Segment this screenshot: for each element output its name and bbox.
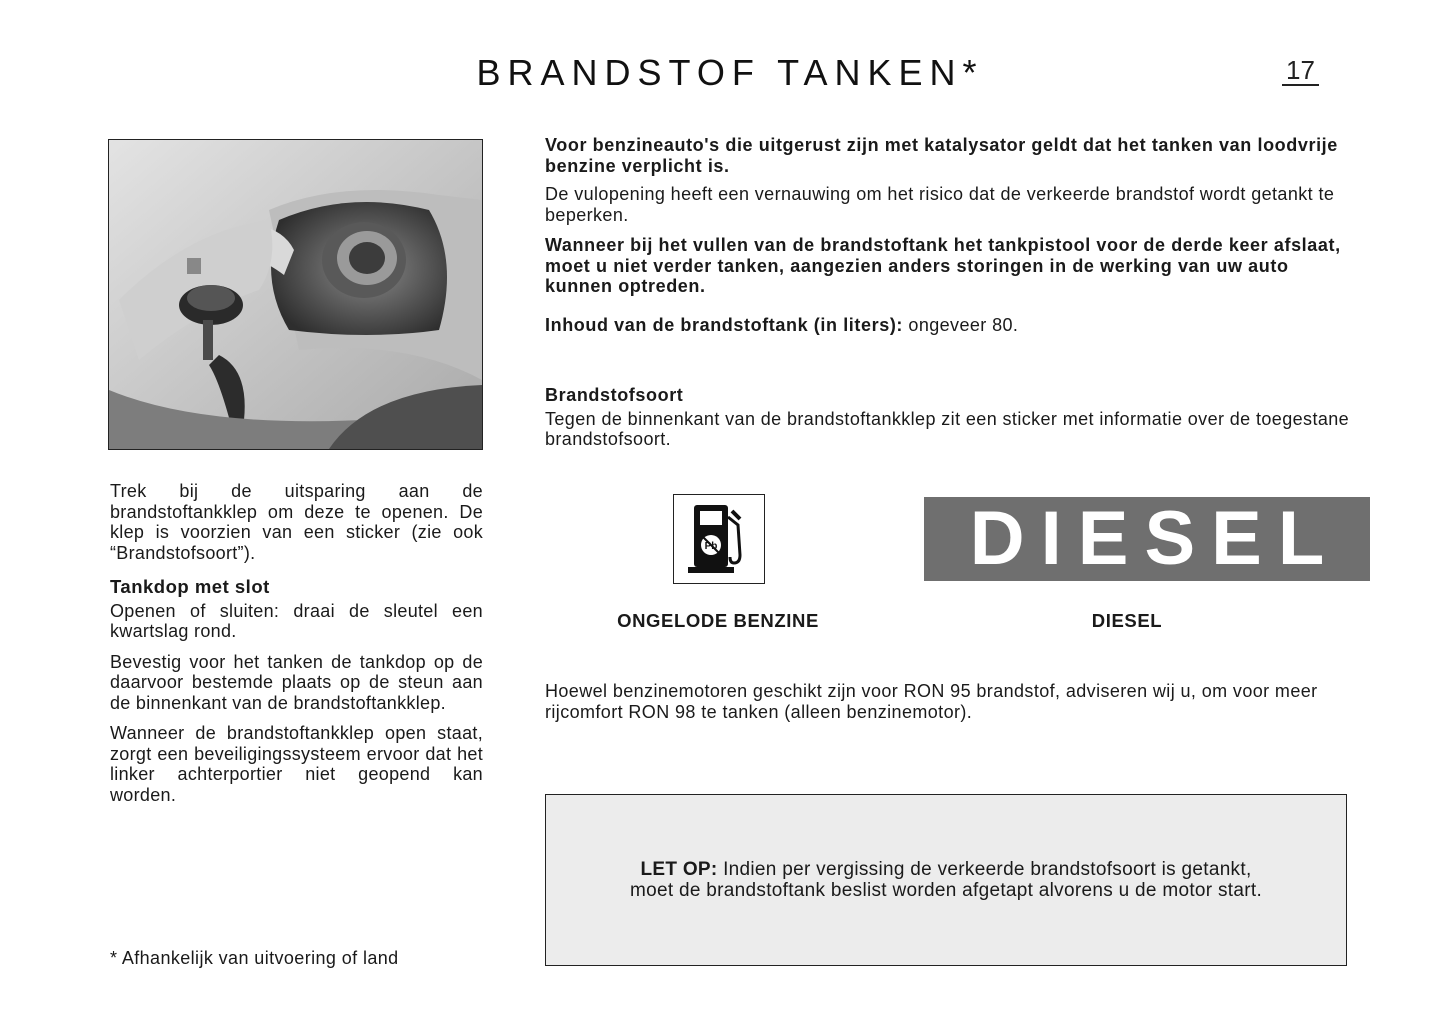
warning-label: LET OP:	[640, 859, 718, 880]
left-column	[110, 481, 483, 815]
footnote: * Afhankelijk van uitvoering of land	[110, 948, 399, 968]
right-column-top	[545, 135, 1350, 343]
svg-text:Pb: Pb	[704, 541, 718, 552]
fueltype-section	[545, 385, 1350, 458]
page-title: BRANDSTOF TANKEN*	[476, 52, 984, 93]
diesel-logo	[924, 497, 1370, 581]
fueltype-text: Tegen de binnenkant van de brandstoftankklep zit een sticker met informatie over de toegestane brandstofsoort.	[545, 408, 1350, 449]
tankdop-heading: Tankdop met slot	[110, 576, 270, 597]
warning-text	[626, 859, 1266, 901]
pistol-warning: Wanneer bij het vullen van de brandstoftank het tankpistool voor de derde keer afslaat, moet u niet verder tanken, aangezien anders storingen in de werking van uw auto kunnen optreden.	[545, 235, 1341, 296]
capacity-value: ongeveer 80.	[903, 314, 1019, 335]
fuel-pump-icon	[673, 494, 765, 584]
ron-advice: Hoewel benzinemotoren geschikt zijn voor RON 95 brandstof, adviseren wij u, om voor meer rijcomfort RON 98 te tanken (alleen benzinemotor).	[545, 681, 1318, 722]
fuel-cap-photo	[108, 139, 483, 450]
diesel-logo-text: DIESEL	[969, 496, 1341, 581]
caption-benzine: ONGELODE BENZINE	[617, 610, 819, 631]
warning-body: Indien per vergissing de verkeerde brandstofsoort is getankt, moet de brandstoftank beslist worden afgetapt alvorens u de motor start.	[629, 859, 1263, 901]
tankdop-paragraph-2: Bevestig voor het tanken de tankdop op de daarvoor bestemde plaats op de steun aan de binnenkant van de brandstoftankklep.	[110, 651, 483, 713]
warning-box	[545, 794, 1347, 966]
capacity-label: Inhoud van de brandstoftank (in liters):	[545, 314, 904, 335]
caption-diesel: DIESEL	[1091, 610, 1163, 631]
page-number: 17	[1282, 56, 1319, 86]
tankdop-paragraph-1: Openen of sluiten: draai de sleutel een kwartslag rond.	[110, 600, 483, 641]
intro-text: Trek bij de uitsparing aan de brandstoftankklep om deze te openen. De klep is voorzien van een sticker (zie ook “Brandstofsoort”).	[110, 481, 483, 563]
tankdop-paragraph-3: Wanneer de brandstoftankklep open staat, zorgt een beveiligingssysteem ervoor dat het linker achterportier niet geopend kan worden.	[110, 723, 483, 805]
capacity-line	[545, 315, 1350, 336]
catalyst-notice: Voor benzineauto's die uitgerust zijn met katalysator geldt dat het tanken van loodvrije benzine verplicht is.	[545, 135, 1338, 176]
fueltype-heading: Brandstofsoort	[545, 385, 684, 405]
restriction-text: De vulopening heeft een vernauwing om het risico dat de verkeerde brandstof wordt getankt te beperken.	[545, 184, 1335, 225]
